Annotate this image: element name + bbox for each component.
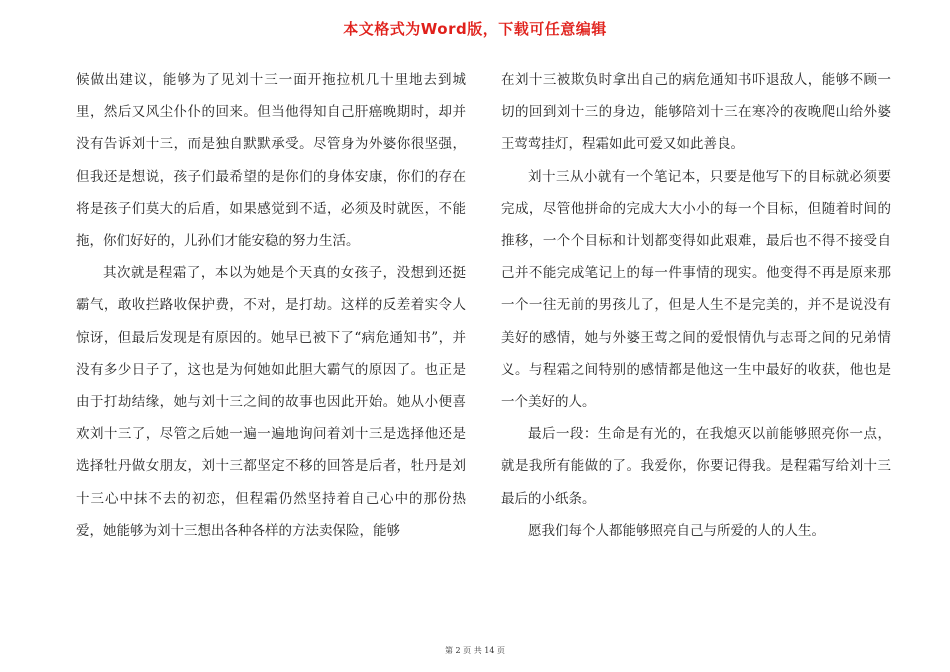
paragraph: 愿我们每个人都能够照亮自己与所爱的人的人生。 [528,522,825,539]
paragraph: 最后一段：生命是有光的，在我熄灭以前能够照亮你一点，就是我所有能做的了。我爱你，你要记得我。是程霜写给刘十三最后的小纸条。 [501,426,891,507]
format-banner: 本文格式为Word版，下载可任意编辑 [343,20,607,38]
paragraph: 在刘十三被欺负时拿出自己的病危通知书吓退敌人，能够不顾一切的回到刘十三的身边，能够陪刘十三在寒冷的夜晚爬山给外婆王莺莺挂灯，程霜如此可爱又如此善良。 [501,72,891,153]
paragraph: 其次就是程霜了，本以为她是个天真的女孩子，没想到还挺霸气，敢收拦路收保护费，不对，是打劫。这样的反差着实令人惊讶，但最后发现是有原因的。她早已被下了“病危通知书”，并没有多少日子了，这也是为何她如此胆大霸气的原因了。也正是由于打劫结缘，她与刘十三之间的故事也因此开始。她从小便喜欢刘十三了，尽管之后她一遍一遍地询问着刘十三是选择他还是选择牡丹做女朋友，刘十三都坚定不移的回答是后者，牡丹是刘十三心中抹不去的初恋，但程霜仍然坚持着自己心中的那份热爱，她能够为刘十三想出各种各样的方法卖保险，能够 [76,265,466,539]
paragraph: 刘十三从小就有一个笔记本，只要是他写下的目标就必须要完成，尽管他拼命的完成大大小小的每一个目标，但随着时间的推移，一个个目标和计划都变得如此艰难，最后也不得不接受自己并不能完成笔记上的每一件事情的现实。他变得不再是原来那一个一往无前的男孩儿了，但是人生不是完美的，并不是说没有美好的感情，她与外婆王莺之间的爱恨情仇与志哥之间的兄弟情义。与程霜之间特别的感情都是他这一生中最好的收获，他也是一个美好的人。 [501,168,891,411]
paragraph: 候做出建议，能够为了见刘十三一面开拖拉机几十里地去到城里，然后又风尘仆仆的回来。但当他得知自己肝癌晚期时，却并没有告诉刘十三，而是独自默默承受。尽管身为外婆你很坚强，但我还是想说，孩子们最希望的是你们的身体安康，你们的存在将是孩子们莫大的后盾，如果感觉到不适，必须及时就医，不能拖，你们好好的，儿孙们才能安稳的努力生活。 [76,72,466,250]
left-column [76,64,466,547]
right-column [501,64,891,547]
page-number-footer: 第 2 页 共 14 页 [445,646,505,655]
